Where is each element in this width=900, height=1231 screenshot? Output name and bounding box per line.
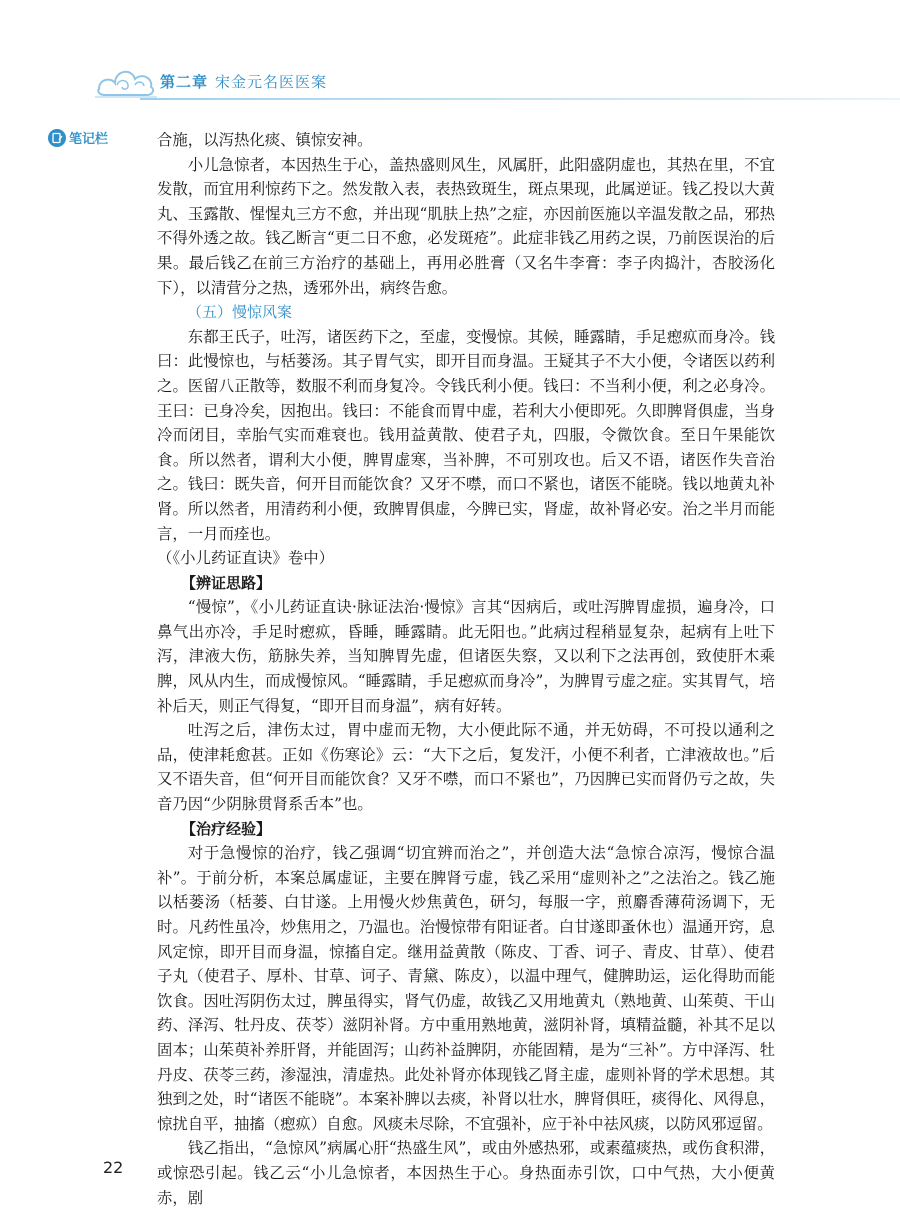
paragraph: 对于急慢惊的治疗，钱乙强调“切宜辨而治之”，并创造大法“急惊合凉泻，慢惊合温补”。于前分析，本案总属虚证，主要在脾肾亏虚，钱乙采用“虚则补之”之法治之。钱乙施以栝蒌汤（栝蒌、白甘遂。上用慢火炒焦黄色，研匀，每服一字，煎麝香薄荷汤调下，无时。凡药性虽冷，炒焦用之，乃温也。治慢惊带有阳证者。白甘遂即蚤休也）温通开窍，息风定惊，即开目而身温，惊搐自定。继用益黄散（陈皮、丁香、诃子、青皮、甘草）、使君子丸（使君子、厚朴、甘草、诃子、青黛、陈皮），以温中理气，健脾助运，运化得助而能饮食。因吐泻阴伤太过，脾虽得实，肾气仍虚，故钱乙又用地黄丸（熟地黄、山茱萸、干山药、泽泻、牡丹皮、茯苓）滋阴补肾。方中重用熟地黄，滋阴补肾，填精益髓，补其不足以固本；山茱萸补养肝肾，并能固泻；山药补益脾阴，亦能固精，是为“三补”。方中泽泻、牡丹皮、茯苓三药，渗湿浊，清虚热。此处补肾亦体现钱乙肾主虚，虚则补肾的学术思想。其独到之处，时“诸医不能晓”。本案补脾以去痰，补肾以壮水，脾肾俱旺，痰得化、风得息，惊扰自平，抽搐（瘛疭）自愈。风痰未尽除，不宜强补，应于补中祛风痰，以防风邪逗留。 [157, 844, 775, 1133]
heading-zhiliao: 【治疗经验】 [181, 819, 272, 838]
source-citation: （《小儿药证直诀》卷中） [157, 549, 334, 568]
paragraph: 合施，以泻热化痰、镇惊安神。 [157, 131, 373, 149]
heading-bianzheng: 【辨证思路】 [181, 573, 272, 592]
paragraph: 东都王氏子，吐泻，诸医药下之，至虚，变慢惊。其候，睡露睛，手足瘛疭而身冷。钱曰：此慢惊也，与栝蒌汤。其子胃气实，即开目而身温。王疑其子不大小便，令诸医以药利之。医留八正散等，数服不利而身复冷。令钱氏利小便。钱曰：不当利小便，利之必身冷。王曰：已身冷矣，因抱出。钱曰：不能食而胃中虚，若利大小便即死。久即脾肾俱虚，当身冷而闭目，幸胎气实而难衰也。钱用益黄散、使君子丸，四服，令微饮食。至日午果能饮食。所以然者，谓利大小便，脾胃虚寒，当补脾，不可别攻也。后又不语，诸医作失音治之。钱曰：既失音，何开目而能饮食？又牙不噤，而口不紧也，诸医不能晓。钱以地黄丸补肾。所以然者，用清药利小便，致脾胃俱虚，今脾已实，肾虚，故补肾必安。治之半月而能言，一月而痊也。 [157, 327, 775, 543]
chapter-number: 第二章 [160, 73, 209, 91]
notes-label: 笔记栏 [69, 132, 109, 147]
main-text [157, 128, 775, 1210]
paragraph: 吐泻之后，津伤太过，胃中虚而无物，大小便此际不通，并无妨碍，不可投以通利之品，使津耗愈甚。正如《伤寒论》云：“大下之后，复发汗，小便不利者，亡津液故也。”后又不语失音，但“何开目而能饮食？又牙不噤，而口不紧也”，乃因脾已实而肾仍亏之故，失音乃因“少阴脉贯肾系舌本”也。 [157, 721, 775, 814]
paragraph: 小儿急惊者，本因热生于心，盖热盛则风生，风属肝，此阳盛阴虚也，其热在里，不宜发散，而宜用利惊药下之。然发散入表，表热致斑生，斑点果现，此属逆证。钱乙投以大黄丸、玉露散、惺惺丸三方不愈，并出现“肌肤上热”之症，亦因前医施以辛温发散之品，邪热不得外透之故。钱乙断言“更二日不愈，必发斑疮”。此症非钱乙用药之误，乃前医误治的后果。最后钱乙在前三方治疗的基础上，再用必胜膏（又名牛李膏：李子肉捣汁，杏胶汤化下），以清营分之热，透邪外出，病终告愈。 [157, 155, 775, 297]
paragraph: “慢惊”，《小儿药证直诀·脉证法治·慢惊》言其“因病后，或吐泻脾胃虚损，遍身冷，口鼻气出亦冷，手足时瘛疭，昏睡，睡露睛。此无阳也。”此病过程稍显复杂，起病有上吐下泻，津液大伤，筋脉失养，当知脾胃先虚，但诸医失察，又以利下之法再创，致使肝木乘脾，风从内生，而成慢惊风。“睡露睛，手足瘛疭而身冷”，为脾胃亏虚之症。实其胃气，培补后天，则正气得复，“即开目而身温”，病有好转。 [157, 598, 775, 715]
notes-sidebar-label [48, 128, 108, 147]
page-number: 22 [103, 1158, 124, 1177]
section-heading: （五）慢惊风案 [187, 303, 293, 322]
page-header [0, 0, 900, 110]
notes-icon [48, 129, 66, 147]
paragraph: 钱乙指出，“急惊风”病属心肝“热盛生风”，或由外感热邪，或素蕴痰热，或伤食积滞，或惊恐引起。钱乙云“小儿急惊者，本因热生于心。身热面赤引饮，口中气热，大小便黄赤，剧 [157, 1139, 775, 1207]
chapter-title: 宋金元名医医案 [215, 73, 328, 91]
cloud-ornament-icon [95, 55, 157, 99]
header-divider [140, 98, 900, 100]
